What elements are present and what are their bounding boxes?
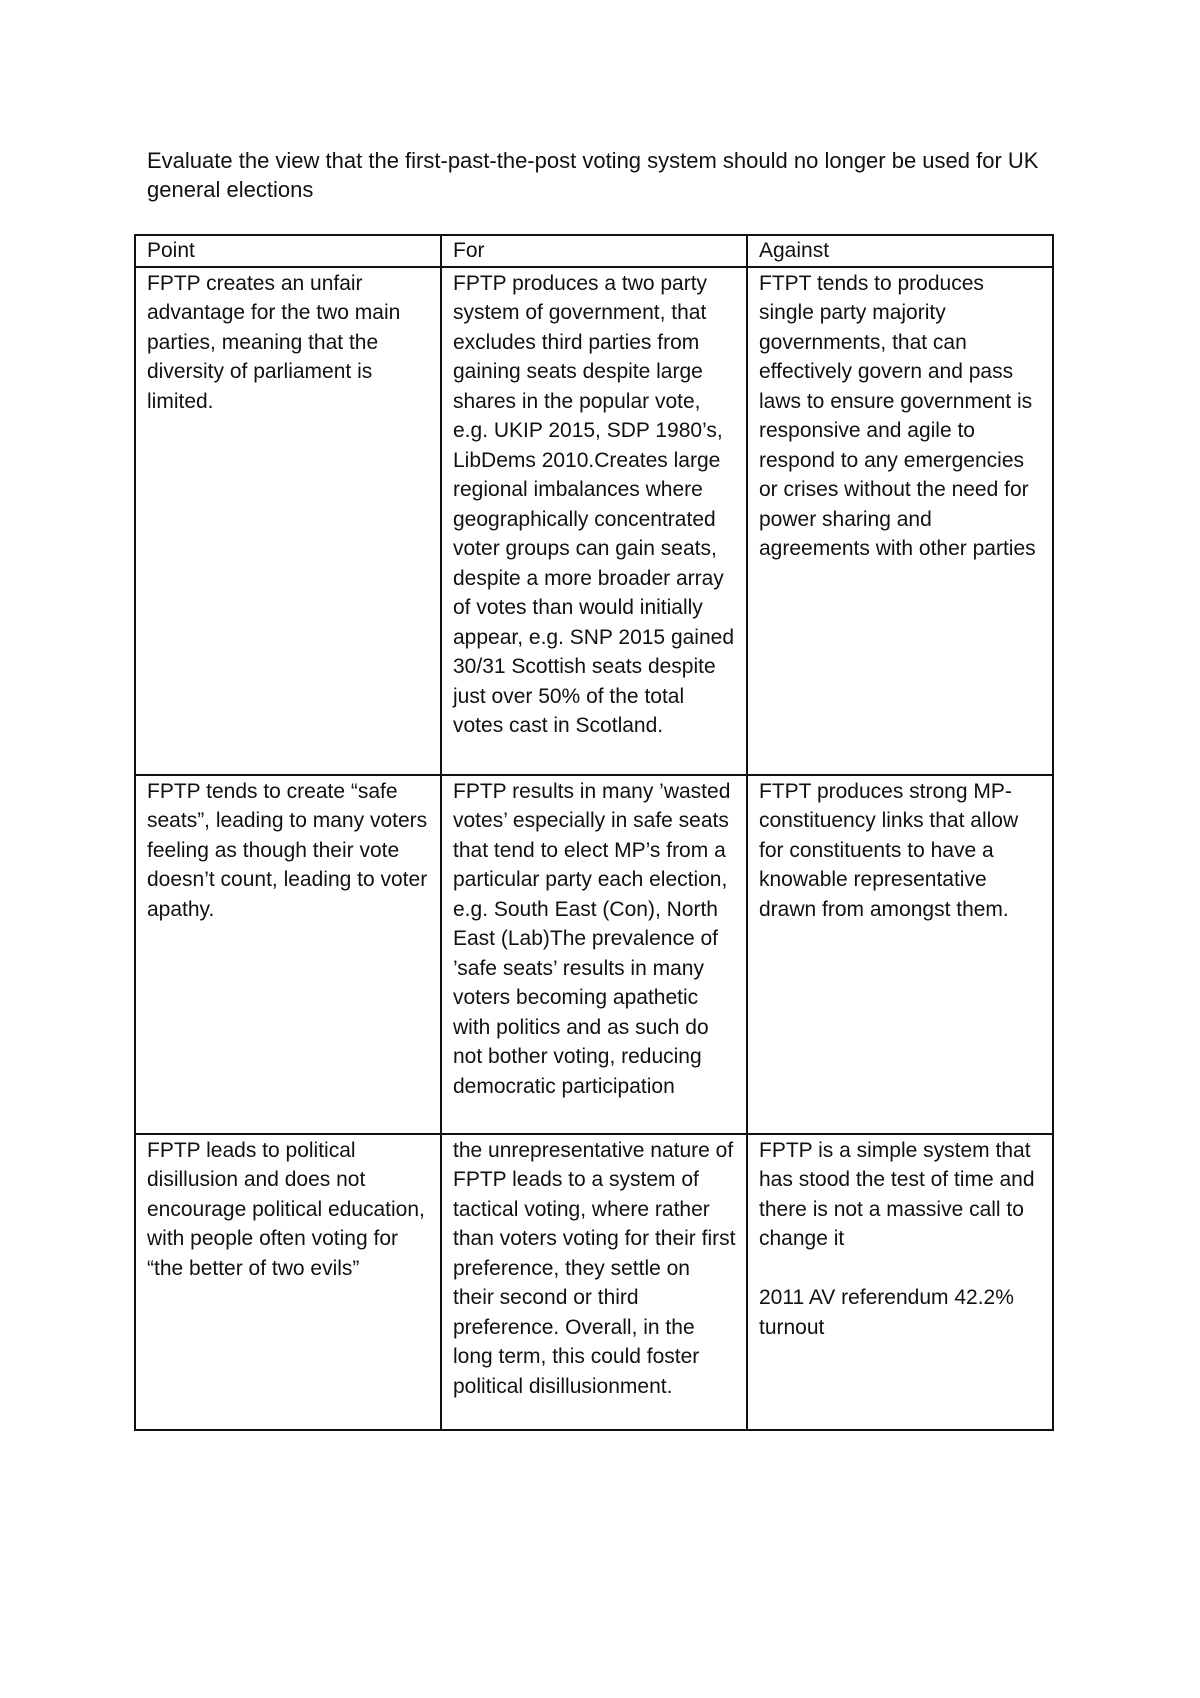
evaluation-table bbox=[134, 234, 1054, 1431]
table-row bbox=[135, 1134, 1053, 1430]
against-cell: FTPT tends to produces single party majority governments, that can effectively govern and pass laws to ensure government is responsive and agile to respond to any emergencies or crises without the need for power sharing and agreements with other parties bbox=[747, 267, 1053, 775]
header-against: Against bbox=[747, 235, 1053, 267]
point-cell: FPTP creates an unfair advantage for the two main parties, meaning that the diversity of parliament is limited. bbox=[135, 267, 441, 775]
question-heading: Evaluate the view that the first-past-the-post voting system should no longer be used for UK general elections bbox=[147, 148, 1039, 202]
for-cell: FPTP produces a two party system of government, that excludes third parties from gaining seats despite large shares in the popular vote, e.g. UKIP 2015, SDP 1980’s, LibDems 2010.Creates large regional imbalances where geographically concentrated voter groups can gain seats, despite a more broader array of votes than would initially appear, e.g. SNP 2015 gained 30/31 Scottish seats despite just over 50% of the total votes cast in Scotland. bbox=[441, 267, 747, 775]
point-cell: FPTP tends to create “safe seats”, leading to many voters feeling as though their vote doesn’t count, leading to voter apathy. bbox=[135, 775, 441, 1134]
point-cell: FPTP leads to political disillusion and does not encourage political education, with people often voting for “the better of two evils” bbox=[135, 1134, 441, 1430]
for-cell: the unrepresentative nature of FPTP leads to a system of tactical voting, where rather than voters voting for their first preference, they settle on their second or third preference. Overall, in the long term, this could foster political disillusionment. bbox=[441, 1134, 747, 1430]
header-point: Point bbox=[135, 235, 441, 267]
header-for: For bbox=[441, 235, 747, 267]
table-header-row bbox=[135, 235, 1053, 267]
against-cell: FPTP is a simple system that has stood the test of time and there is not a massive call to change it 2011 AV referendum 42.2% turnout bbox=[747, 1134, 1053, 1430]
table-row bbox=[135, 267, 1053, 775]
for-cell: FPTP results in many ’wasted votes’ especially in safe seats that tend to elect MP’s from a particular party each election, e.g. South East (Con), North East (Lab)The prevalence of ’safe seats’ results in many voters becoming apathetic with politics and as such do not bother voting, reducing democratic participation bbox=[441, 775, 747, 1134]
table-row bbox=[135, 775, 1053, 1134]
against-cell: FTPT produces strong MP-constituency links that allow for constituents to have a knowable representative drawn from amongst them. bbox=[747, 775, 1053, 1134]
